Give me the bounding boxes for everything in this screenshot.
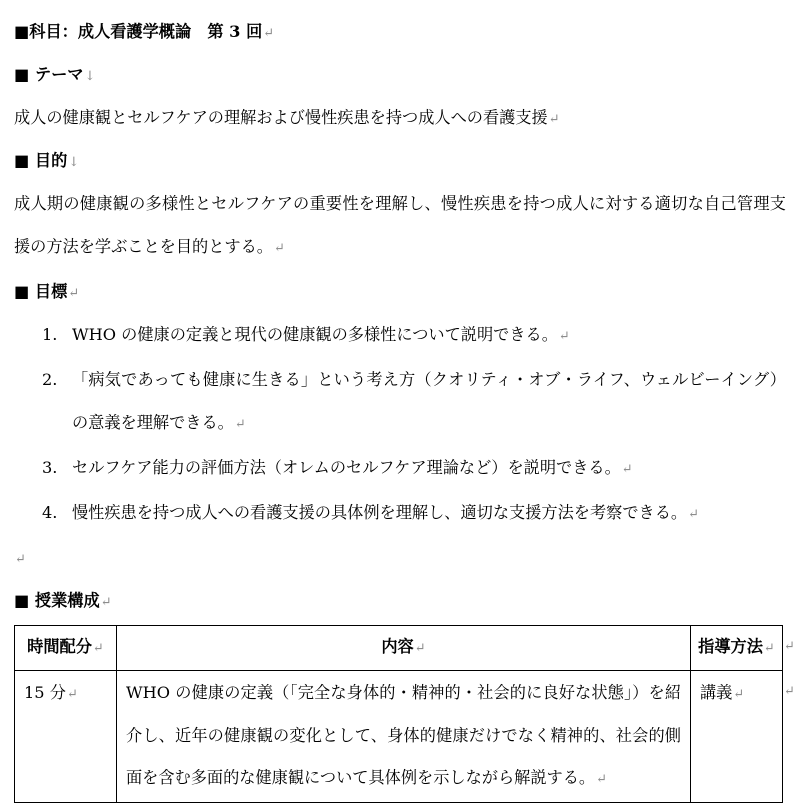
cell-end-mark: ↵ (596, 772, 608, 787)
paragraph-mark: ↵ (274, 241, 285, 256)
goals-heading-paragraph (14, 270, 786, 313)
cell-content (117, 671, 691, 803)
purpose-text: 成人期の健康観の多様性とセルフケアの重要性を理解し、慢性疾患を持つ成人に対する適切な自己管理支援の方法を学ぶことを目的とする。 (14, 194, 786, 256)
line-break-mark: ↓ (68, 155, 80, 170)
theme-heading: ■ テーマ (14, 65, 84, 84)
header-cell-method (691, 626, 783, 671)
header-cell-time (15, 626, 117, 671)
cell-time (15, 671, 117, 803)
table-header-row (15, 626, 783, 671)
purpose-heading: ■ 目的 (14, 151, 68, 170)
goal-text: セルフケア能力の評価方法（オレムのセルフケア理論など）を説明できる。 (72, 458, 621, 477)
goal-item (14, 446, 786, 491)
purpose-heading-paragraph (14, 139, 786, 182)
paragraph-mark: ↵ (68, 286, 80, 301)
goal-item (14, 491, 786, 536)
header-method-label: 指導方法 (698, 637, 763, 656)
theme-text: 成人の健康観とセルフケアの理解および慢性疾患を持つ成人への看護支援 (14, 108, 548, 127)
lesson-structure-table (14, 625, 783, 803)
structure-heading-paragraph (14, 579, 786, 622)
goal-text-wrapper (72, 313, 786, 358)
paragraph-mark: ↵ (621, 462, 633, 477)
goal-number: 3. (42, 458, 58, 477)
goal-text-wrapper (72, 491, 786, 536)
goal-text: 慢性疾患を持つ成人への看護支援の具体例を理解し、適切な支援方法を考察できる。 (72, 503, 688, 522)
paragraph-mark: ↵ (558, 329, 570, 344)
header-cell-content (117, 626, 691, 671)
cell-method (691, 671, 783, 803)
header-content-label: 内容 (381, 637, 414, 656)
paragraph-mark: ↵ (548, 112, 560, 127)
purpose-text-paragraph (14, 182, 786, 270)
course-title-paragraph (14, 10, 786, 53)
cell-end-mark: ↵ (414, 641, 426, 656)
row-end-mark: ↵ (784, 639, 795, 654)
empty-paragraph (14, 536, 786, 579)
goal-text: 「病気であっても健康に生きる」という考え方（クオリティ・オブ・ライフ、ウェルビーイング）の意義を理解できる。 (72, 370, 786, 432)
structure-heading: ■ 授業構成 (14, 591, 100, 610)
course-title: ■科目：成人看護学概論 第 3 回 (14, 22, 263, 41)
table-row (15, 671, 783, 803)
goal-text-wrapper (72, 446, 786, 491)
paragraph-mark: ↵ (263, 26, 275, 41)
line-break-mark: ↓ (84, 69, 96, 84)
goal-number: 2. (42, 370, 58, 389)
header-time-label: 時間配分 (27, 637, 92, 656)
goals-heading: ■ 目標 (14, 282, 68, 301)
content-value: WHO の健康の定義（「完全な身体的・精神的・社会的に良好な状態」）を紹介し、近年の健康観の変化として、身体的健康だけでなく精神的、社会的側面を含む多面的な健康観について具体例を示しながら解説する。 (126, 683, 681, 787)
method-value: 講義 (700, 683, 733, 702)
row-end-mark: ↵ (784, 684, 795, 699)
lesson-structure-table-wrapper (14, 625, 795, 803)
goal-number: 1. (42, 325, 58, 344)
paragraph-mark: ↵ (234, 417, 246, 432)
goals-list (14, 313, 786, 536)
goal-item (14, 358, 786, 446)
theme-heading-paragraph (14, 53, 786, 96)
time-value: 15 分 (24, 683, 66, 702)
cell-end-mark: ↵ (733, 687, 745, 702)
goal-text-wrapper (72, 358, 786, 446)
goal-item (14, 313, 786, 358)
goal-number: 4. (42, 503, 58, 522)
paragraph-mark: ↵ (15, 552, 26, 567)
cell-end-mark: ↵ (66, 687, 78, 702)
paragraph-mark: ↵ (100, 595, 112, 610)
cell-end-mark: ↵ (92, 641, 104, 656)
paragraph-mark: ↵ (688, 507, 700, 522)
goal-text: WHO の健康の定義と現代の健康観の多様性について説明できる。 (72, 325, 558, 344)
cell-end-mark: ↵ (763, 641, 775, 656)
theme-text-paragraph (14, 96, 786, 139)
